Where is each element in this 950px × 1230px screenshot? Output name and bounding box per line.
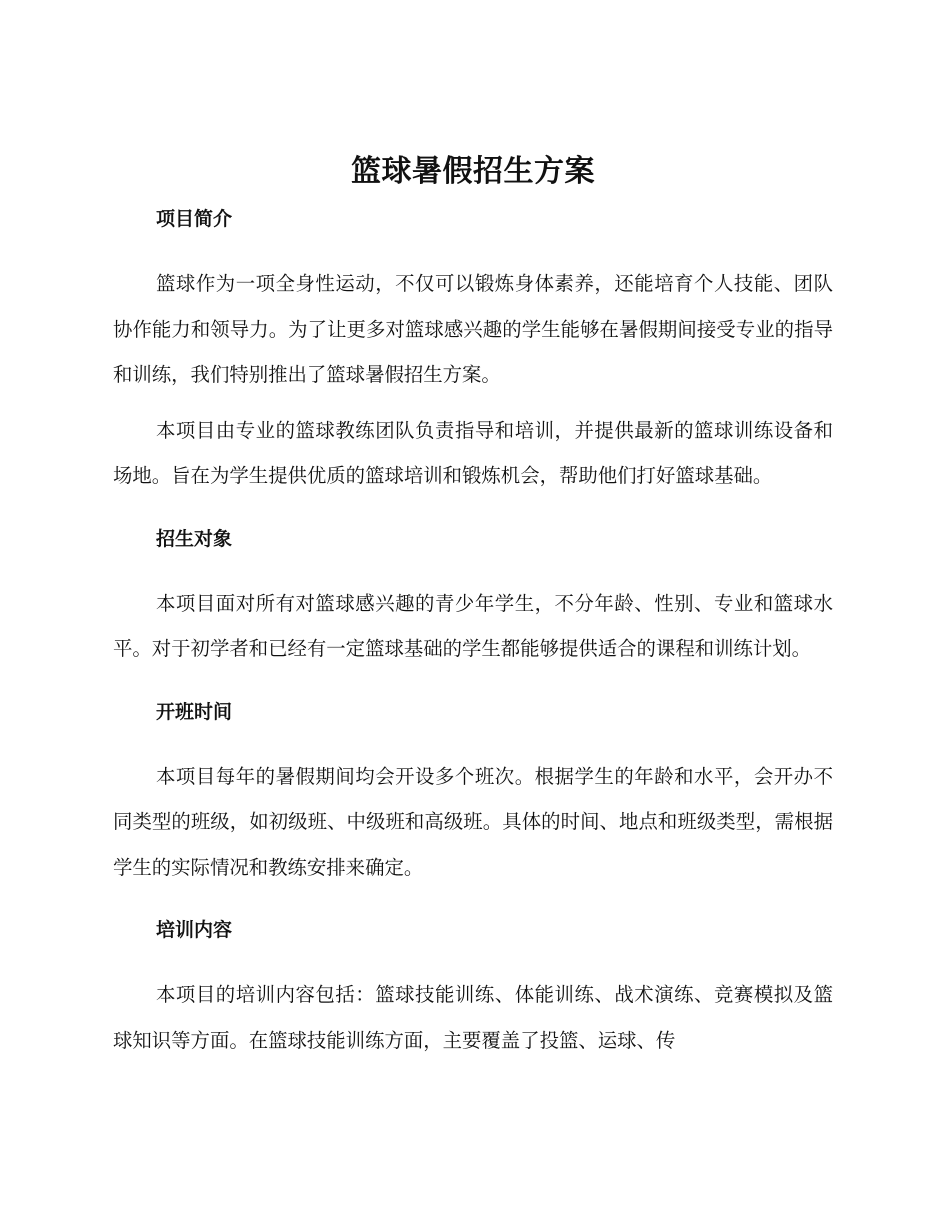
paragraph: 本项目的培训内容包括：篮球技能训练、体能训练、战术演练、竞赛模拟及篮球知识等方面。在篮球技能训练方面，主要覆盖了投篮、运球、传	[113, 983, 833, 1052]
paragraph: 篮球作为一项全身性运动，不仅可以锻炼身体素养，还能培育个人技能、团队协作能力和领导力。为了让更多对篮球感兴趣的学生能够在暑假期间接受专业的指导和训练，我们特别推出了篮球暑假招生方案。	[113, 272, 833, 386]
document-body	[113, 150, 833, 1063]
section-heading: 项目简介	[156, 208, 233, 230]
section-enrollment-target	[113, 524, 833, 672]
section-training-content	[113, 915, 833, 1063]
section-heading: 培训内容	[156, 919, 233, 941]
paragraph: 本项目面对所有对篮球感兴趣的青少年学生，不分年龄、性别、专业和篮球水平。对于初学者和已经有一定篮球基础的学生都能够提供适合的课程和训练计划。	[113, 591, 833, 660]
section-project-intro	[113, 204, 833, 499]
page-title: 篮球暑假招生方案	[351, 154, 595, 189]
paragraph: 本项目由专业的篮球教练团队负责指导和培训，并提供最新的篮球训练设备和场地。旨在为学生提供优质的篮球培训和锻炼机会，帮助他们打好篮球基础。	[113, 418, 833, 487]
paragraph: 本项目每年的暑假期间均会开设多个班次。根据学生的年龄和水平，会开办不同类型的班级，如初级班、中级班和高级班。具体的时间、地点和班级类型，需根据学生的实际情况和教练安排来确定。	[113, 764, 833, 879]
section-heading: 招生对象	[156, 527, 233, 550]
section-class-schedule	[113, 697, 833, 891]
section-heading: 开班时间	[156, 700, 233, 723]
